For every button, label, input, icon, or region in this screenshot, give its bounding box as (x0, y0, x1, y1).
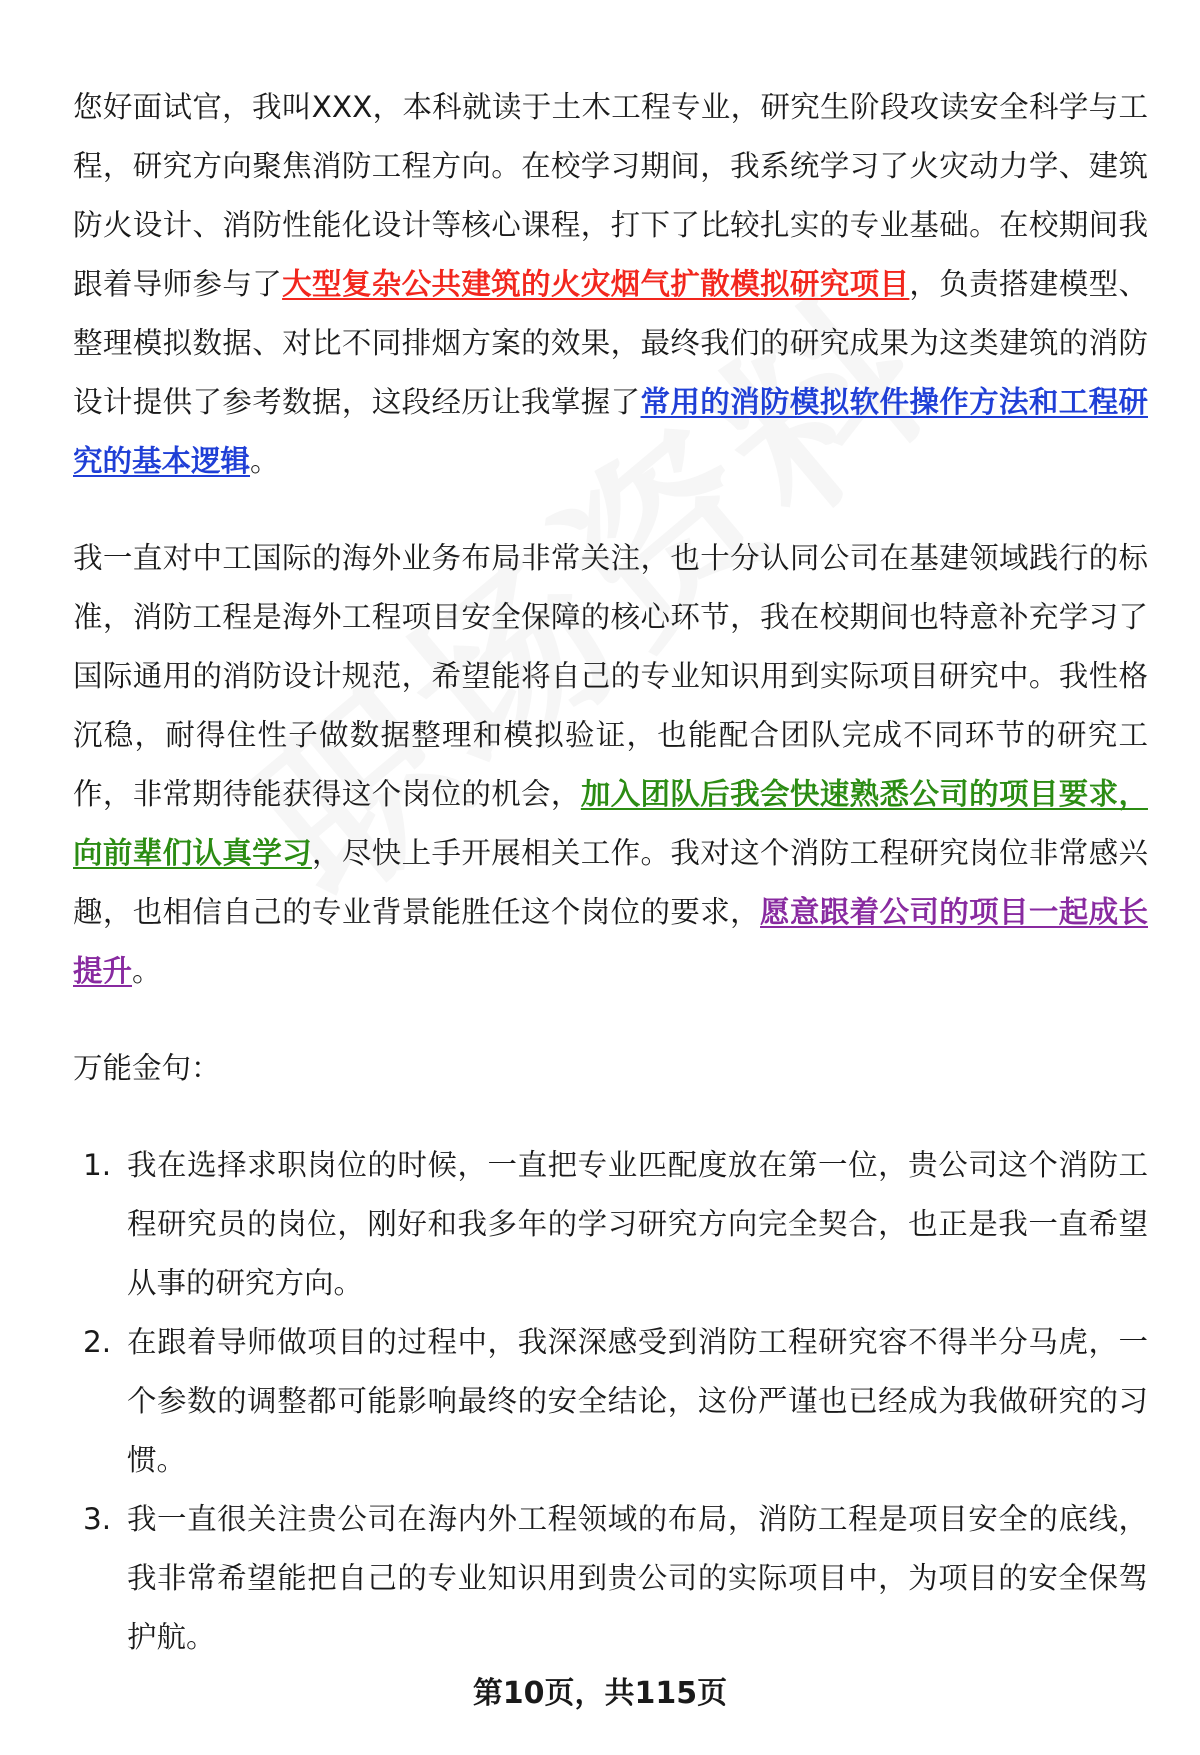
list-item-text: 在跟着导师做项目的过程中，我深深感受到消防工程研究容不得半分马虎，一个参数的调整都可能影响最终的安全结论，这份严谨也已经成为我做研究的习惯。 (127, 1325, 1148, 1477)
motivation-text-2: ，尽快上手开展相关工作。我对这个消防工程研究岗位非常感兴趣，也相信自己的专业背景能胜任这个岗位的要求， (73, 836, 1148, 929)
list-number: 3. (83, 1502, 112, 1536)
list-item-text: 我一直很关注贵公司在海内外工程领域的布局，消防工程是项目安全的底线，我非常希望能把自己的专业知识用到贵公司的实际项目中，为项目的安全保驾护航。 (127, 1502, 1148, 1654)
list-item-text: 我在选择求职岗位的时候，一直把专业匹配度放在第一位，贵公司这个消防工程研究员的岗位，刚好和我多年的学习研究方向完全契合，也正是我一直希望从事的研究方向。 (127, 1148, 1148, 1300)
section-title: 万能金句： (73, 1051, 221, 1085)
page-number: 第10页，共115页 (472, 1676, 728, 1711)
list-item (73, 1136, 1148, 1313)
highlight-team: 加入团队后我会快速熟悉公司的项目要求，向前辈们认真学习 (73, 777, 1148, 870)
highlight-project: 大型复杂公共建筑的火灾烟气扩散模拟研究项目 (282, 267, 910, 301)
intro-text-1: 您好面试官，我叫XXX，本科就读于土木工程专业，研究生阶段攻读安全科学与工程，研究方向聚焦消防工程方向。在校学习期间，我系统学习了火灾动力学、建筑防火设计、消防性能化设计等核心课程，打下了比较扎实的专业基础。在校期间我跟着导师参与了 (73, 90, 1148, 301)
phrase-list (73, 1136, 1148, 1667)
intro-text-3: 。 (250, 444, 280, 478)
motivation-paragraph (73, 529, 1148, 1001)
intro-text-2: ，负责搭建模型、整理模拟数据、对比不同排烟方案的效果，最终我们的研究成果为这类建筑的消防设计提供了参考数据，这段经历让我掌握了 (73, 267, 1148, 419)
highlight-skills: 常用的消防模拟软件操作方法和工程研究的基本逻辑 (73, 385, 1148, 478)
document-body (73, 78, 1148, 1667)
intro-paragraph (73, 78, 1148, 491)
highlight-growth: 愿意跟着公司的项目一起成长提升 (73, 895, 1148, 988)
motivation-text-3: 。 (132, 954, 162, 988)
list-number: 2. (83, 1325, 112, 1359)
list-number: 1. (83, 1148, 112, 1182)
motivation-text-1: 我一直对中工国际的海外业务布局非常关注，也十分认同公司在基建领域践行的标准，消防工程是海外工程项目安全保障的核心环节，我在校期间也特意补充学习了国际通用的消防设计规范，希望能将自己的专业知识用到实际项目研究中。我性格沉稳，耐得住性子做数据整理和模拟验证，也能配合团队完成不同环节的研究工作，非常期待能获得这个岗位的机会， (73, 541, 1148, 811)
list-item (73, 1490, 1148, 1667)
list-item (73, 1313, 1148, 1490)
